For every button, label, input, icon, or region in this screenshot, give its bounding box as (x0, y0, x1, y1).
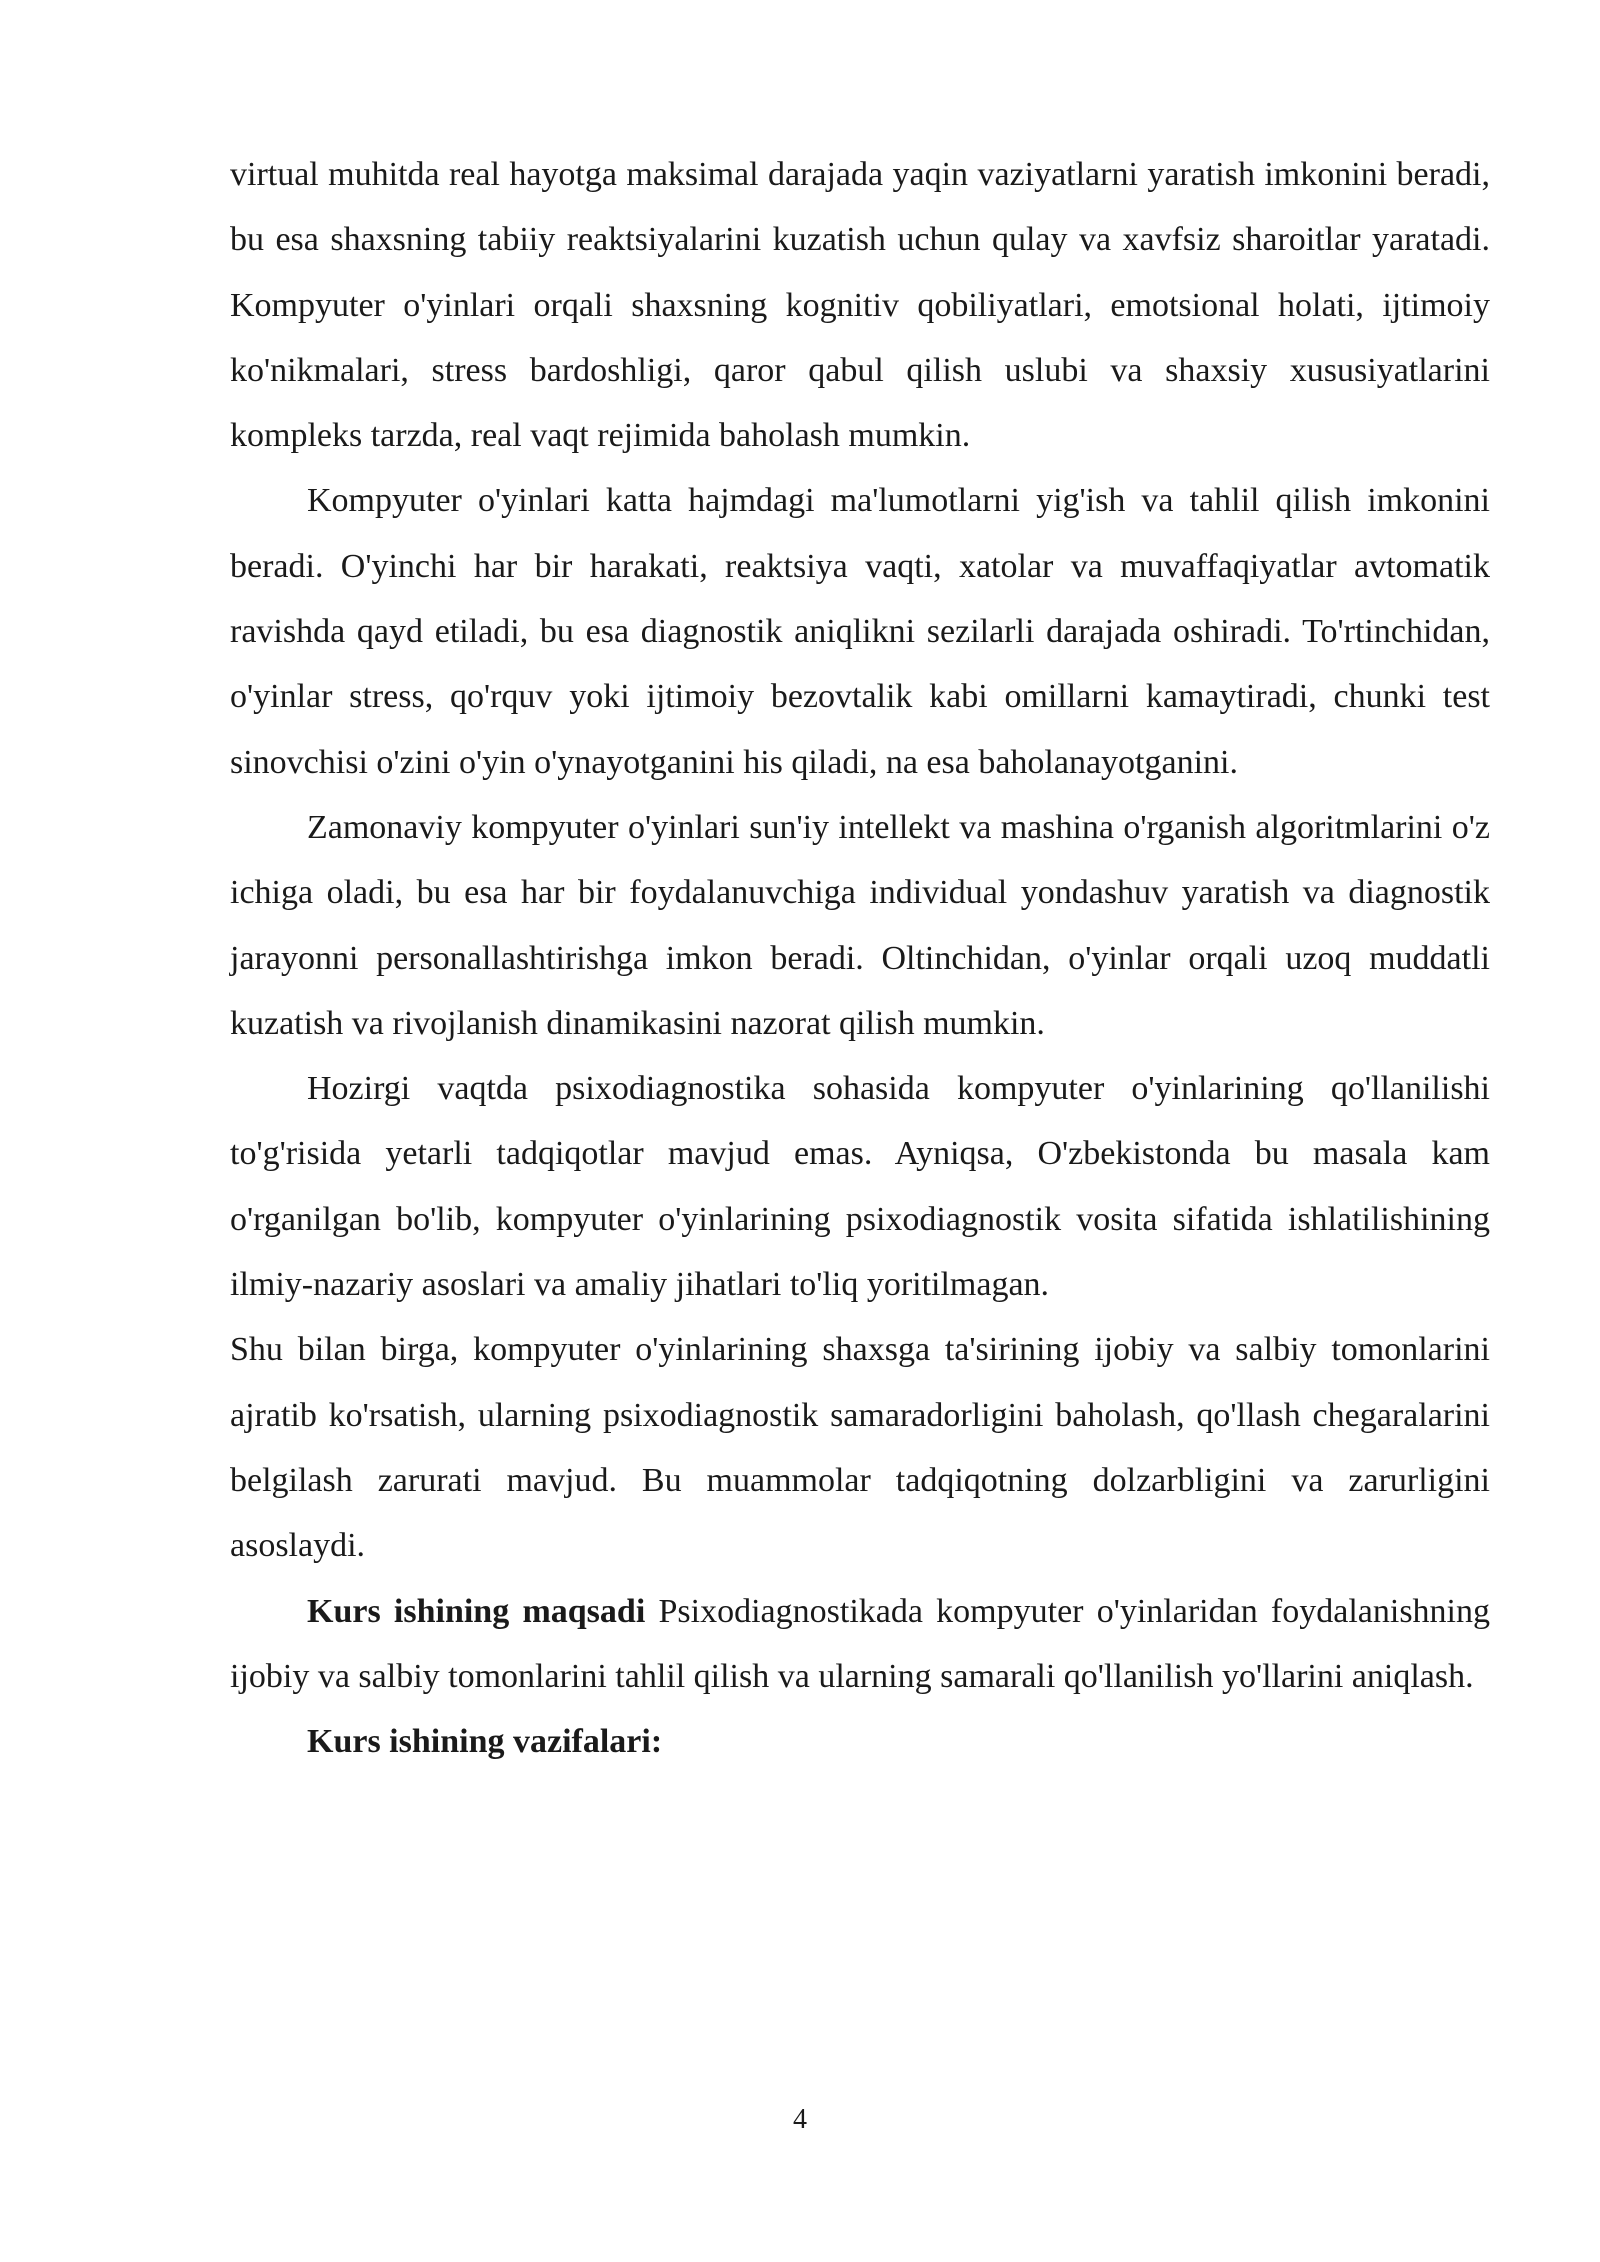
paragraph-course-tasks (230, 1709, 1490, 1774)
paragraph-1: virtual muhitda real hayotga maksimal darajada yaqin vaziyatlarni yaratish imkonini beradi, bu esa shaxsning tabiiy reaktsiyalarini kuzatish uchun qulay va xavfsiz sharoitlar yaratadi. Kompyuter o'yinlari orqali shaxsning kognitiv qobiliyatlari, emotsional holati, ijtimoiy ko'nikmalari, stress bardoshligi, qaror qabul qilish uslubi va shaxsiy xususiyatlarini kompleks tarzda, real vaqt rejimida baholash mumkin. (230, 156, 1490, 455)
course-tasks-heading: Kurs ishining vazifalari: (307, 1723, 663, 1761)
paragraph-2: Kompyuter o'yinlari katta hajmdagi ma'lumotlarni yig'ish va tahlil qilish imkonini beradi. O'yinchi har bir harakati, reaktsiya vaqti, xatolar va muvaffaqiyatlar avtomatik ravishda qayd etiladi, bu esa diagnostik aniqlikni sezilarli darajada oshiradi. To'rtinchidan, o'yinlar stress, qo'rquv yoki ijtimoiy bezovtalik kabi omillarni kamaytiradi, chunki test sinovchisi o'zini o'yin o'ynayotganini his qiladi, na esa baholanayotganini. (230, 482, 1490, 781)
paragraph-5: Shu bilan birga, kompyuter o'yinlarining shaxsga ta'sirining ijobiy va salbiy tomonlarini ajratib ko'rsatish, ularning psixodiagnostik samaradorligini baholash, qo'llash chegaralarini belgilash zarurati mavjud. Bu muammolar tadqiqotning dolzarbligini va zarurligini asoslaydi. (230, 1331, 1490, 1565)
paragraph-3: Zamonaviy kompyuter o'yinlari sun'iy intellekt va mashina o'rganish algoritmlarini o'z ichiga oladi, bu esa har bir foydalanuvchiga individual yondashuv yaratish va diagnostik jarayonni personallashtirishga imkon beradi. Oltinchidan, o'yinlar orqali uzoq muddatli kuzatish va rivojlanish dinamikasini nazorat qilish mumkin. (230, 808, 1490, 1042)
page-number: 4 (793, 2104, 807, 2135)
page-body (230, 142, 1490, 1774)
paragraph-course-goal (230, 1579, 1490, 1710)
course-goal-text: Psixodiagnostikada kompyuter o'yinlaridan foydalanishning ijobiy va salbiy tomonlarini tahlil qilish va ularning samarali qo'llanilish yo'llarini aniqlash. (230, 1592, 1491, 1695)
paragraph-4: Hozirgi vaqtda psixodiagnostika sohasida kompyuter o'yinlarining qo'llanilishi to'g'risida yetarli tadqiqotlar mavjud emas. Ayniqsa, O'zbekistonda bu masala kam o'rganilgan bo'lib, kompyuter o'yinlarining psixodiagnostik vosita sifatida ishlatilishining ilmiy-nazariy asoslari va amaliy jihatlari to'liq yoritilmagan. (230, 1070, 1490, 1304)
course-goal-heading: Kurs ishining maqsadi (307, 1592, 646, 1630)
